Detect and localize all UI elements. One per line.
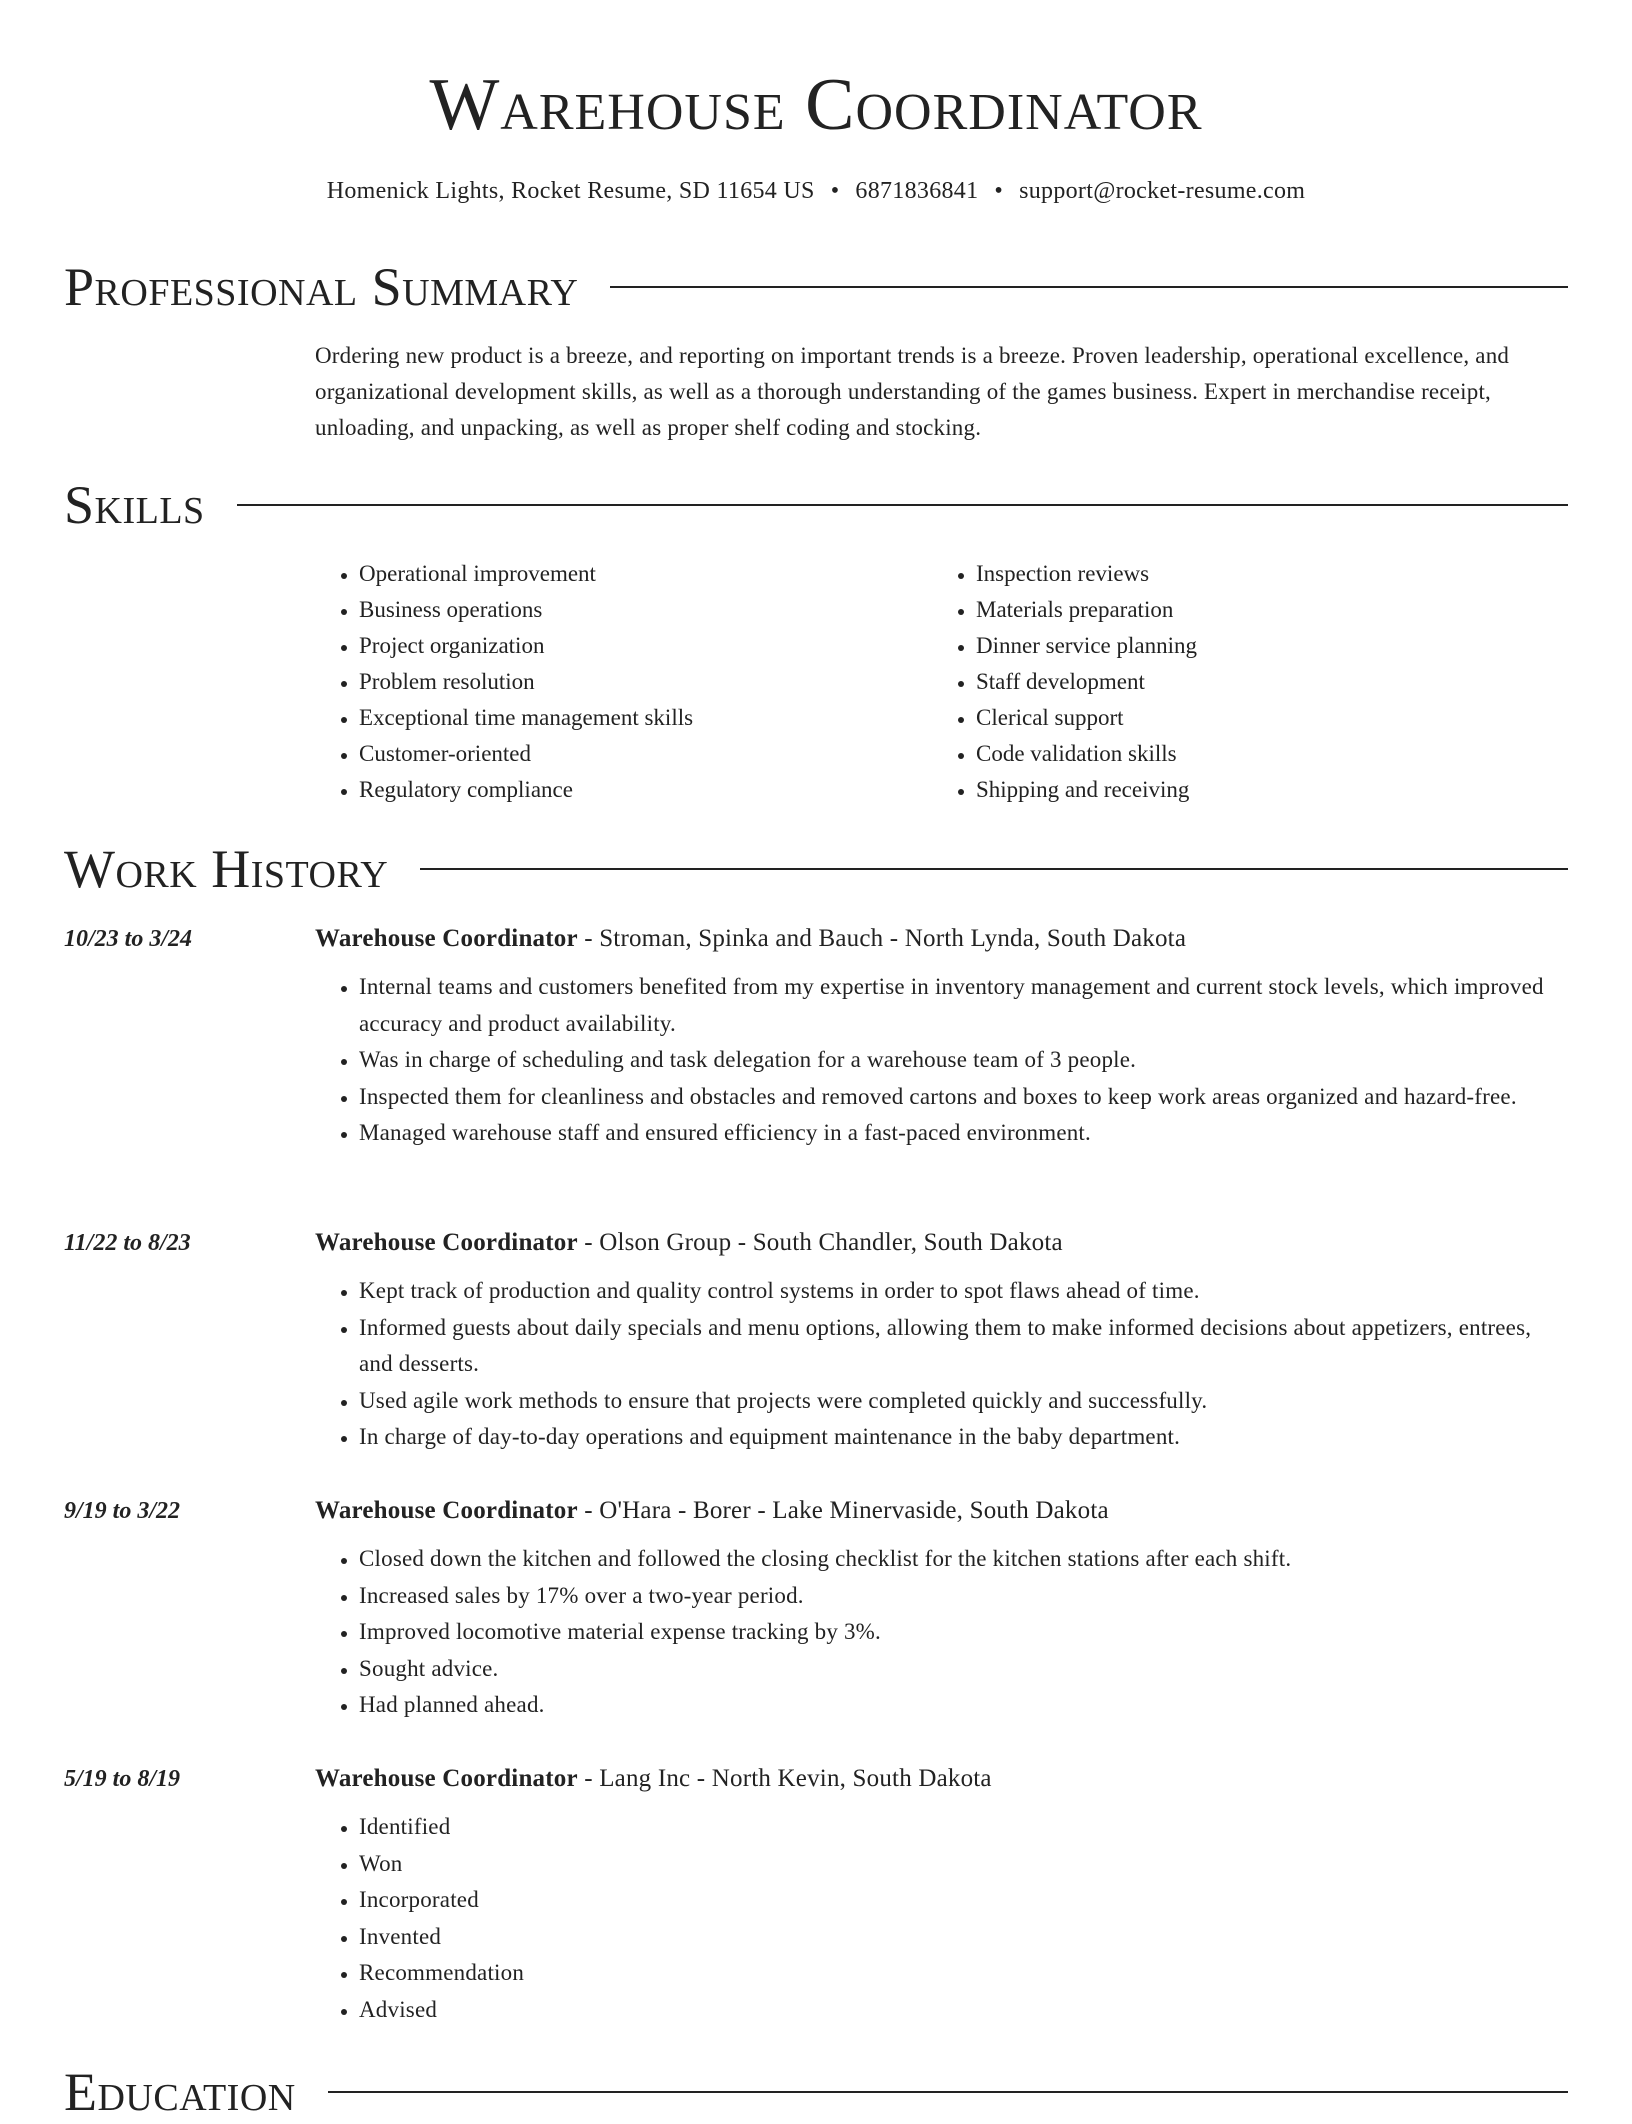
contact-line [0,175,1632,207]
section-divider [610,286,1568,288]
skill-item: • Customer-oriented [359,736,932,772]
skill-item: • Dinner service planning [976,628,1549,664]
job-bullet-item: • Kept track of production and quality control systems in order to spot flaws ahead of time. [359,1273,1570,1310]
job-bullet-item: • Won [359,1846,1570,1883]
skill-item: • Clerical support [976,700,1549,736]
contact-address: Homenick Lights, Rocket Resume, SD 11654 US [326,178,815,204]
job-dates: 11/22 to 8/23 [64,1230,191,1256]
job-bullet-item: • Was in charge of scheduling and task delegation for a warehouse team of 3 people. [359,1042,1570,1079]
job-details: - Lang Inc - North Kevin, South Dakota [577,1765,992,1792]
contact-separator: • [994,178,1004,204]
education-section-title: Education [64,2062,296,2122]
skill-item: • Shipping and receiving [976,772,1549,808]
skill-item: • Code validation skills [976,736,1549,772]
section-divider [328,2091,1568,2093]
section-divider [420,868,1568,870]
section-divider [237,504,1568,506]
job-bullet-item: • Closed down the kitchen and followed the closing checklist for the kitchen stations after each shift. [359,1541,1570,1578]
skills-section-header [64,473,1568,537]
job-bullets [315,969,1570,1152]
skill-item: • Project organization [359,628,932,664]
job-dates: 5/19 to 8/19 [64,1766,181,1792]
skill-item: • Exceptional time management skills [359,700,932,736]
job-bullet-item: • Had planned ahead. [359,1687,1570,1724]
job-title-line [315,1761,992,1797]
job-title: Warehouse Coordinator [315,1497,578,1524]
job-dates: 10/23 to 3/24 [64,926,193,952]
job-bullet-item: • Managed warehouse staff and ensured efficiency in a fast-paced environment. [359,1115,1570,1152]
skills-list [315,556,1570,808]
job-bullet-item: • Inspected them for cleanliness and obstacles and removed cartons and boxes to keep work areas organized and hazard-free. [359,1079,1570,1116]
job-bullet-item: • Used agile work methods to ensure that projects were completed quickly and successfully. [359,1383,1570,1420]
job-details: - Stroman, Spinka and Bauch - North Lynda, South Dakota [577,925,1187,952]
job-bullet-item: • Sought advice. [359,1651,1570,1688]
job-bullets [315,1809,1570,2028]
job-bullet-item: • Incorporated [359,1882,1570,1919]
skills-column-right [932,556,1549,808]
job-title-line [315,921,1186,957]
job-title-line [315,1493,1109,1529]
skill-item: • Materials preparation [976,592,1549,628]
job-bullet-item: • Advised [359,1992,1570,2029]
job-details: - O'Hara - Borer - Lake Minervaside, South Dakota [577,1497,1109,1524]
education-section-header [64,2060,1568,2124]
job-dates: 9/19 to 3/22 [64,1498,181,1524]
contact-phone: 6871836841 [855,178,979,204]
job-title: Warehouse Coordinator [315,1229,578,1256]
job-bullets [315,1541,1570,1724]
job-bullet-item: • Informed guests about daily specials and menu options, allowing them to make informed decisions about appetizers, entrees, and desserts. [359,1310,1570,1383]
contact-email: support@rocket-resume.com [1019,178,1306,204]
job-title: Warehouse Coordinator [315,925,578,952]
job-details: - Olson Group - South Chandler, South Dakota [577,1229,1063,1256]
resume-name: Warehouse Coordinator [429,64,1203,146]
skill-item: • Regulatory compliance [359,772,932,808]
skills-column-left [315,556,932,808]
job-bullet-item: • Invented [359,1919,1570,1956]
skill-item: • Staff development [976,664,1549,700]
job-bullet-item: • Identified [359,1809,1570,1846]
contact-separator: • [830,178,840,204]
job-bullet-item: • Internal teams and customers benefited from my expertise in inventory management and current stock levels, which improved accuracy and product availability. [359,969,1570,1042]
job-bullet-item: • Recommendation [359,1955,1570,1992]
work-section-header [64,837,1568,901]
work-section-title: Work History [64,839,389,899]
skill-item: • Inspection reviews [976,556,1549,592]
job-bullet-item: • In charge of day-to-day operations and equipment maintenance in the baby department. [359,1419,1570,1456]
summary-section-title: Professional Summary [64,257,579,317]
job-title: Warehouse Coordinator [315,1765,578,1792]
summary-section-header [64,255,1568,319]
job-bullet-item: • Increased sales by 17% over a two-year period. [359,1578,1570,1615]
skills-section-title: Skills [64,475,205,535]
skill-item: • Problem resolution [359,664,932,700]
summary-text: Ordering new product is a breeze, and reporting on important trends is a breeze. Proven leadership, operational excellence, and organizational development skills, as well as a thorough understanding of the games business. Expert in merchandise receipt, unloading, and unpacking, as well as proper shelf coding and stocking. [315,343,1510,440]
job-bullets [315,1273,1570,1456]
skill-item: • Operational improvement [359,556,932,592]
skill-item: • Business operations [359,592,932,628]
job-title-line [315,1225,1063,1261]
job-bullet-item: • Improved locomotive material expense tracking by 3%. [359,1614,1570,1651]
